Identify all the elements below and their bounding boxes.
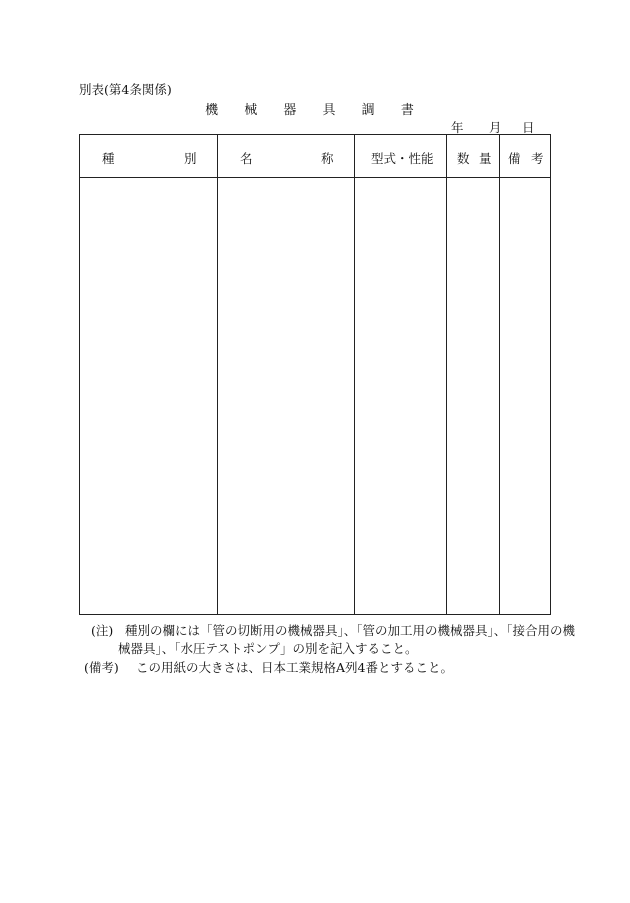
remarks-label: (備考) [84, 660, 119, 675]
header-kind-second: 別 [184, 151, 197, 166]
header-divider [80, 177, 550, 178]
date-year-label: 年 [451, 120, 464, 135]
header-remarks-second: 考 [531, 151, 544, 166]
note-text-line2: 械器具」、「水圧テストポンプ」の別を記入すること。 [118, 641, 418, 656]
header-remarks-first: 備 [508, 151, 521, 166]
header-name-second: 称 [321, 151, 334, 166]
header-kind-first: 種 [102, 151, 115, 166]
date-month-label: 月 [489, 120, 502, 135]
header-name-first: 名 [240, 151, 253, 166]
date-day-label: 日 [522, 120, 535, 135]
column-divider [446, 135, 447, 614]
remarks-text: この用紙の大きさは、日本工業規格A列4番とすること。 [136, 660, 453, 675]
header-quantity-first: 数 [457, 151, 470, 166]
column-divider [499, 135, 500, 614]
note-text-line1: 種別の欄には「管の切断用の機械器具」、「管の加工用の機械器具」、「接合用の機 [125, 623, 576, 638]
equipment-table [79, 134, 551, 615]
document-title: 機 械 器 具 調 書 [205, 103, 425, 118]
header-quantity-second: 量 [479, 151, 492, 166]
column-divider [217, 135, 218, 614]
appendix-label: 別表(第4条関係) [79, 82, 172, 97]
column-divider [354, 135, 355, 614]
note-label: (注) [91, 623, 114, 638]
header-model-performance: 型式・性能 [371, 151, 434, 166]
